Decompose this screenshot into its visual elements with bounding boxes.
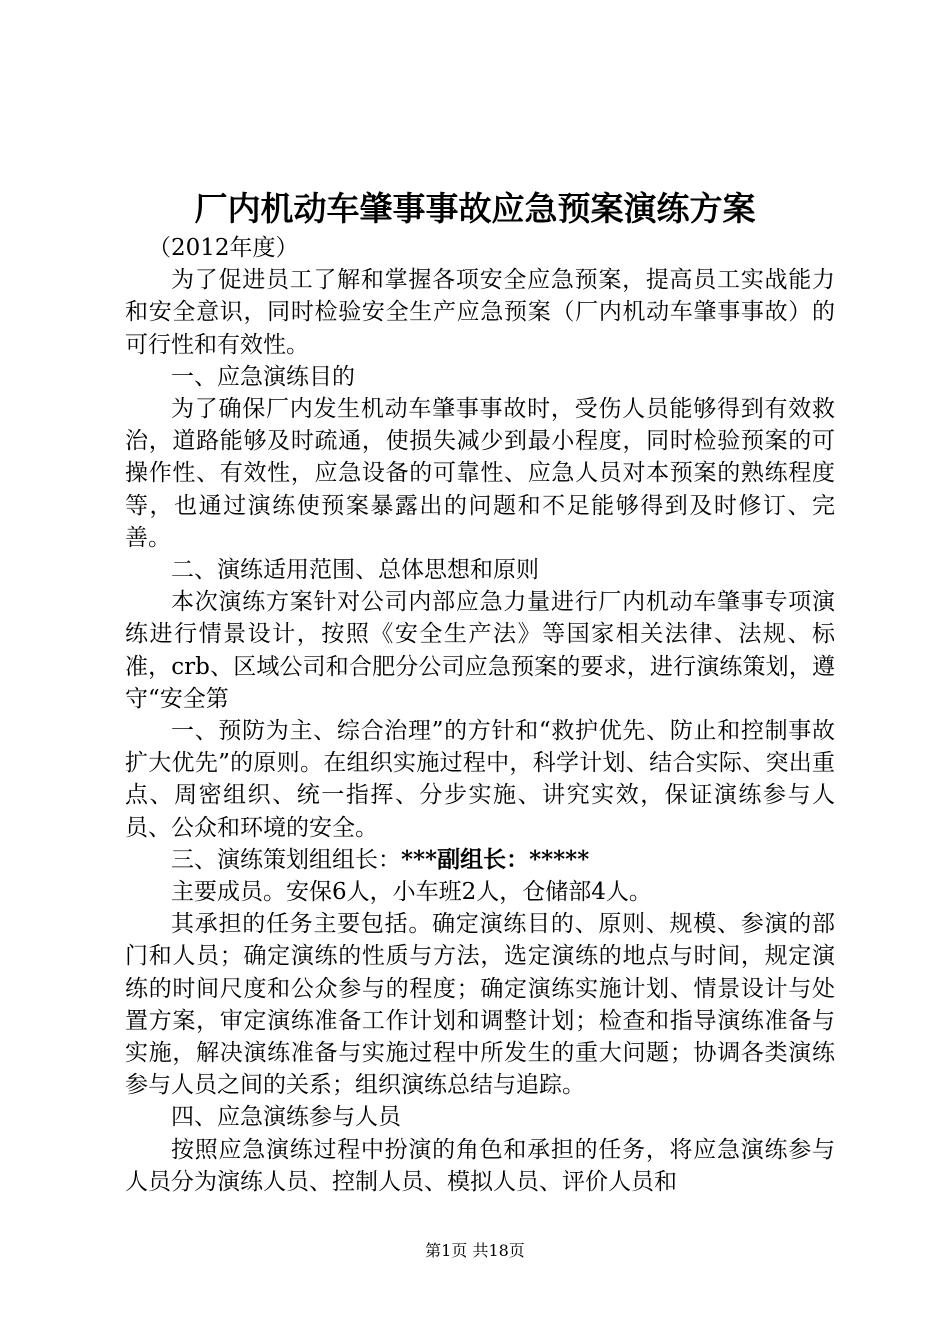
planning-heading-text: 三、演练策划组组长： bbox=[171, 846, 401, 873]
section-heading-participants: 四、应急演练参与人员 bbox=[171, 1104, 401, 1131]
tasks-paragraph: 其承担的任务主要包括。确定演练目的、原则、规模、参演的部门和人员；确定演练的性质与方法，选定演练的地点与时间，规定演练的时间尺度和公众参与的程度；确定演练实施计划、情景设计与处置方案，审定演练准备工作计划和调整计划；检查和指导演练准备与实施，解决演练准备与实施过程中所发生的重大问题；协调各类演练参与人员之间的关系；组织演练总结与追踪。 bbox=[125, 911, 835, 1099]
members-paragraph: 主要成员。安保6人，小车班2人，仓储部4人。 bbox=[171, 879, 652, 906]
purpose-paragraph: 为了确保厂内发生机动车肇事事故时，受伤人员能够得到有效救治，道路能够及时疏通，使损失减少到最小程度，同时检验预案的可操作性、有效性，应急设备的可靠性、应急人员对本预案的熟练程度等，也通过演练使预案暴露出的问题和不足能够得到及时修订、完善。 bbox=[125, 396, 835, 551]
section-heading-planning bbox=[125, 844, 835, 876]
deputy-label: 副组长： bbox=[437, 845, 530, 873]
year-label: （2012年度） bbox=[148, 235, 299, 261]
page-number-footer: 第1页 共18页 bbox=[425, 1241, 525, 1260]
leader-value: *** bbox=[401, 845, 438, 873]
participants-paragraph: 按照应急演练过程中扮演的角色和承担的任务，将应急演练参与人员分为演练人员、控制人员、模拟人员、评价人员和 bbox=[125, 1136, 835, 1195]
scope-paragraph: 本次演练方案针对公司内部应急力量进行厂内机动车肇事专项演练进行情景设计，按照《安全生产法》等国家相关法律、法规、标准，crb、区域公司和合肥分公司应急预案的要求，进行演练策划，遵守“安全第 bbox=[125, 589, 835, 712]
section-heading-purpose: 一、应急演练目的 bbox=[171, 363, 355, 390]
deputy-value: ***** bbox=[529, 845, 590, 873]
document-body bbox=[125, 232, 835, 1198]
section-heading-scope: 二、演练适用范围、总体思想和原则 bbox=[171, 557, 539, 584]
intro-paragraph: 为了促进员工了解和掌握各项安全应急预案，提高员工实战能力和安全意识，同时检验安全生产应急预案（厂内机动车肇事事故）的可行性和有效性。 bbox=[125, 267, 835, 358]
principle-paragraph: 一、预防为主、综合治理”的方针和“救护优先、防止和控制事故扩大优先”的原则。在组织实施过程中，科学计划、结合实际、突出重点、周密组织、统一指挥、分步实施、讲究实效，保证演练参与人员、公众和环境的安全。 bbox=[125, 718, 835, 841]
document-title: 厂内机动车肇事事故应急预案演练方案 bbox=[194, 189, 756, 228]
